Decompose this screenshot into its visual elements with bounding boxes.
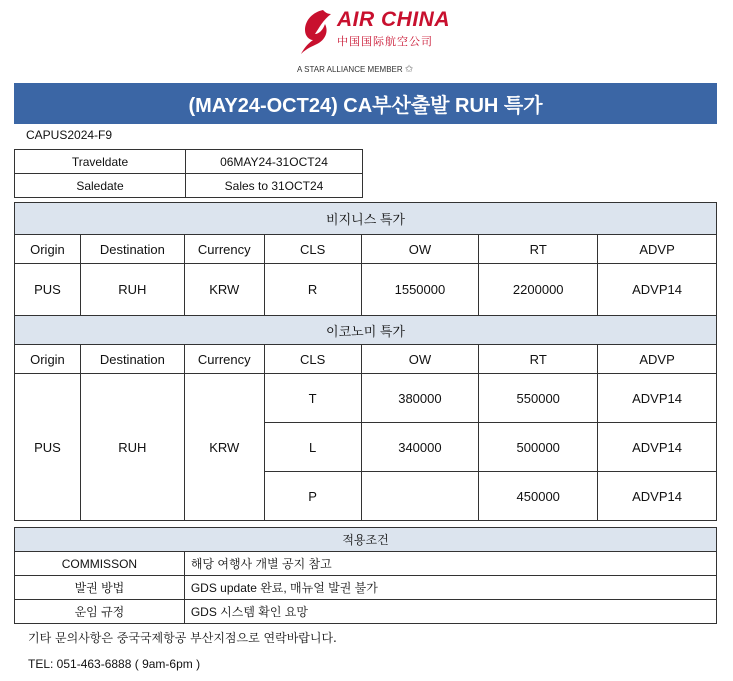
col-origin: Origin — [15, 235, 81, 264]
cell-ow — [361, 472, 479, 521]
info-value: 06MAY24-31OCT24 — [186, 150, 363, 174]
col-currency: Currency — [184, 345, 264, 374]
footer-tel: TEL: 051-463-6888 ( 9am-6pm ) — [28, 657, 201, 671]
cell-ow: 380000 — [361, 374, 479, 423]
footer-note: 기타 문의사항은 중국국제항공 부산지점으로 연락바랍니다. — [28, 631, 337, 645]
cell-cls: T — [264, 374, 361, 423]
condition-label: 발권 방법 — [15, 576, 185, 600]
col-destination: Destination — [80, 235, 184, 264]
info-label: Saledate — [15, 174, 186, 198]
cell-rt: 550000 — [479, 374, 598, 423]
condition-value: GDS update 완료, 매뉴얼 발권 불가 — [184, 576, 716, 600]
info-label: Traveldate — [15, 150, 186, 174]
col-cls: CLS — [264, 345, 361, 374]
col-ow: OW — [361, 345, 479, 374]
fare-code: CAPUS2024-F9 — [26, 128, 113, 142]
travel-info-table — [14, 149, 363, 198]
table-row — [15, 552, 717, 576]
logo-brand: AIR CHINA — [337, 8, 450, 31]
phoenix-logo-icon — [295, 6, 335, 56]
star-icon: ✩ — [404, 64, 414, 75]
col-currency: Currency — [184, 235, 264, 264]
conditions-title: 적용조건 — [15, 528, 717, 552]
cell-origin: PUS — [15, 264, 81, 316]
column-header-row — [15, 345, 717, 374]
cell-advp: ADVP14 — [598, 264, 717, 316]
cell-currency: KRW — [184, 264, 264, 316]
section-header-conditions — [15, 528, 717, 552]
col-advp: ADVP — [598, 345, 717, 374]
cell-currency: KRW — [184, 374, 264, 521]
table-row — [15, 600, 717, 624]
cell-cls: P — [264, 472, 361, 521]
conditions-table — [14, 527, 717, 624]
star-alliance-label — [297, 64, 413, 75]
cell-destination: RUH — [80, 264, 184, 316]
condition-label: 운임 규정 — [15, 600, 185, 624]
fare-table — [14, 202, 717, 521]
table-row — [15, 576, 717, 600]
condition-value: GDS 시스템 확인 요망 — [184, 600, 716, 624]
economy-title: 이코노미 특가 — [15, 316, 717, 345]
table-row — [15, 174, 363, 198]
logo-chinese-name: 中国国际航空公司 — [337, 35, 433, 48]
section-header-business — [15, 203, 717, 235]
cell-destination: RUH — [80, 374, 184, 521]
table-row — [15, 264, 717, 316]
cell-rt: 2200000 — [479, 264, 598, 316]
alliance-text: A STAR ALLIANCE MEMBER — [297, 65, 403, 74]
table-row — [15, 374, 717, 423]
table-row — [15, 150, 363, 174]
cell-ow: 340000 — [361, 423, 479, 472]
cell-ow: 1550000 — [361, 264, 479, 316]
col-ow: OW — [361, 235, 479, 264]
condition-label: COMMISSON — [15, 552, 185, 576]
col-cls: CLS — [264, 235, 361, 264]
business-title: 비지니스 특가 — [15, 203, 717, 235]
cell-rt: 450000 — [479, 472, 598, 521]
cell-origin: PUS — [15, 374, 81, 521]
cell-cls: R — [264, 264, 361, 316]
cell-advp: ADVP14 — [598, 472, 717, 521]
condition-value: 해당 여행사 개별 공지 참고 — [184, 552, 716, 576]
cell-rt: 500000 — [479, 423, 598, 472]
info-value: Sales to 31OCT24 — [186, 174, 363, 198]
col-rt: RT — [479, 235, 598, 264]
col-rt: RT — [479, 345, 598, 374]
cell-advp: ADVP14 — [598, 423, 717, 472]
column-header-row — [15, 235, 717, 264]
col-origin: Origin — [15, 345, 81, 374]
cell-advp: ADVP14 — [598, 374, 717, 423]
section-header-economy — [15, 316, 717, 345]
page-title: (MAY24-OCT24) CA부산출발 RUH 특가 — [14, 83, 717, 124]
col-destination: Destination — [80, 345, 184, 374]
col-advp: ADVP — [598, 235, 717, 264]
air-china-logo — [295, 4, 450, 80]
cell-cls: L — [264, 423, 361, 472]
